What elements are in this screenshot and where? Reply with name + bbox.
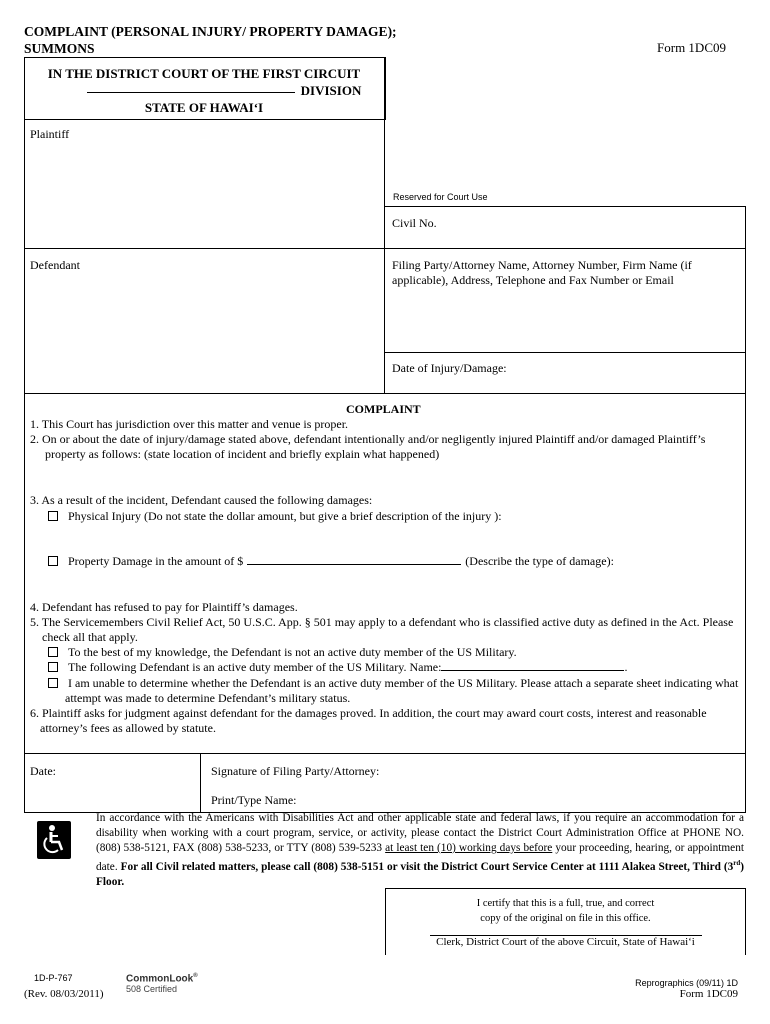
ada-deadline: at least ten (10) working days before: [385, 842, 553, 854]
ada-text: In accordance with the Americans with Disabilities Act and other applicable state and federal laws, if you require an accommodation for a disability when working with a court program, service, or activity, please contact the District Court Administration Office at PHONE NO. (808) 538-5121, FAX (808) 538-5233, or TTY (808) 539-5233: [96, 812, 744, 854]
document-title-line2: SUMMONS: [24, 41, 95, 56]
footer-form-number: Form 1DC09: [679, 988, 738, 1000]
ada-civil-contact: For all Civil related matters, please call (808) 538-5151 or visit the District Court Service Center at 1111 Alakea Street, Third (3rd) Floor.: [96, 859, 745, 888]
property-damage-amount-field[interactable]: [247, 564, 461, 565]
military-option-b-checkbox[interactable]: [48, 662, 58, 672]
military-name-field[interactable]: [441, 670, 624, 671]
property-damage-option: [48, 554, 614, 569]
document-title-line1: COMPLAINT (PERSONAL INJURY/ PROPERTY DAMAGE);: [24, 24, 397, 39]
date-injury-label[interactable]: Date of Injury/Damage:: [392, 361, 507, 375]
property-damage-prefix: Property Damage in the amount of $: [68, 554, 244, 568]
ada-text-2: your proceeding, hearing, or appointment date.: [96, 842, 744, 873]
complaint-item-5: 5. The Servicemembers Civil Relief Act, 50 U.S.C. App. § 501 may apply to a defendant who is classified active duty as defined in the Act. Please check all that apply.: [30, 615, 734, 644]
complaint-item-2: 2. On or about the date of injury/damage stated above, defendant intentionally and/or negligently injured Plaintiff and/or damaged Plaintiff’s property as follows: (state location of incident and briefly explain what happened): [30, 432, 706, 461]
division-line: [44, 82, 404, 99]
military-option-c-text: I am unable to determine whether the Defendant is an active duty member of the US Military. Please attach a separate sheet indicating what attempt was made to determine Defendant’s military status.: [65, 676, 739, 705]
filing-party-label[interactable]: Filing Party/Attorney Name, Attorney Number, Firm Name (if applicable), Address, Telephone and Fax Number or Email: [392, 258, 692, 287]
certified-508: 508 Certified: [126, 984, 178, 994]
ada-notice: [96, 811, 744, 890]
commonlook-logo: CommonLook®: [126, 973, 198, 985]
property-damage-suffix: (Describe the type of damage):: [465, 554, 614, 568]
court-name: IN THE DISTRICT COURT OF THE FIRST CIRCUIT: [47, 66, 361, 81]
military-option-c-checkbox[interactable]: [48, 678, 58, 688]
physical-injury-option: [48, 509, 502, 524]
complaint-item-3: 3. As a result of the incident, Defendant caused the following damages:: [30, 493, 373, 507]
complaint-item-6: 6. Plaintiff asks for judgment against defendant for the damages proved. In addition, the court may award court costs, interest and reasonable attorney’s fees as allowed by statute.: [30, 706, 707, 735]
plaintiff-label: Plaintiff: [30, 127, 70, 141]
military-option-a-text: To the best of my knowledge, the Defendant is not an active duty member of the US Military.: [68, 645, 517, 659]
clerk-label: Clerk, District Court of the above Circuit, State of Hawai‘i: [436, 936, 695, 948]
reserved-label: Reserved for Court Use: [393, 192, 488, 202]
defendant-label: Defendant: [30, 258, 80, 272]
military-option-c: [48, 676, 742, 706]
wheelchair-icon: [37, 821, 71, 859]
physical-injury-checkbox[interactable]: [48, 511, 58, 521]
signature-label[interactable]: Signature of Filing Party/Attorney:: [211, 764, 380, 778]
certify-line-1: I certify that this is a full, true, and correct: [476, 898, 655, 909]
reprographics: Reprographics (09/11) 1D: [635, 978, 738, 988]
form-code: 1D-P-767: [34, 973, 73, 983]
complaint-item-1: 1. This Court has jurisdiction over this matter and venue is proper.: [30, 417, 349, 431]
division-label: DIVISION: [300, 83, 362, 98]
property-damage-checkbox[interactable]: [48, 556, 58, 566]
military-option-a: [48, 645, 517, 660]
revision-date: (Rev. 08/03/2011): [24, 988, 104, 1000]
civil-no-label[interactable]: Civil No.: [392, 216, 437, 230]
certify-line-2: copy of the original on file in this office.: [480, 913, 651, 924]
state-name: STATE OF HAWAI‘I: [144, 100, 264, 115]
physical-injury-text: Physical Injury (Do not state the dollar amount, but give a brief description of the injury ):: [68, 509, 502, 523]
date-label[interactable]: Date:: [30, 764, 56, 778]
complaint-heading: COMPLAINT: [346, 402, 421, 416]
military-option-b: The following Defendant is an active duty member of the US Military. Name: .: [48, 660, 627, 675]
military-option-b-text: The following Defendant is an active duty member of the US Military. Name:: [68, 660, 442, 674]
complaint-item-4: 4. Defendant has refused to pay for Plaintiff’s damages.: [30, 600, 298, 614]
print-name-label[interactable]: Print/Type Name:: [211, 793, 297, 807]
form-number: Form 1DC09: [657, 40, 726, 55]
military-option-a-checkbox[interactable]: [48, 647, 58, 657]
